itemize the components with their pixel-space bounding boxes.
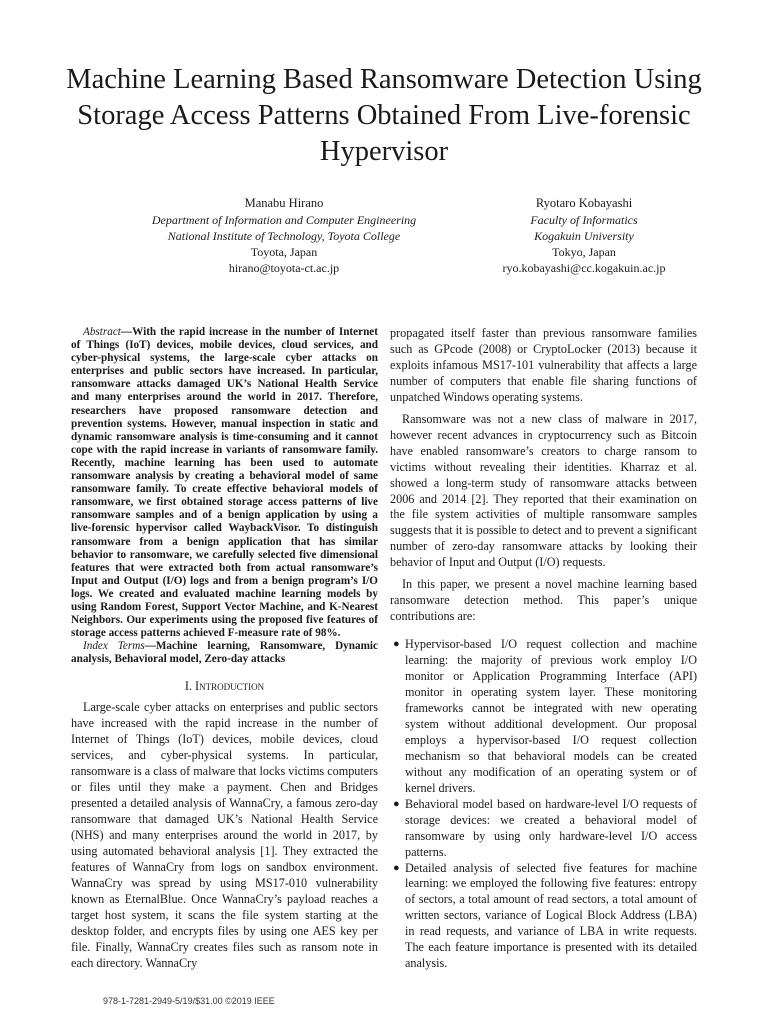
body-paragraph: propagated itself faster than previous ransomware families such as GPcode (2008) or CryptoLocker (2013) because it exploits infamous MS17-101 vulnerability that affects a large number of computers that enable file sharing functions of unpatched Windows operating systems. [390, 326, 697, 404]
author-name: Ryotaro Kobayashi [535, 196, 633, 210]
list-item [390, 861, 697, 973]
list-item [390, 797, 697, 861]
section-number: I. [184, 679, 192, 694]
copyright-footer: 978-1-7281-2949-5/19/$31.00 ©2019 IEEE [103, 996, 275, 1006]
abstract-label: Abstract [83, 326, 121, 338]
author-institution: Kogakuin University [534, 229, 634, 243]
author-institution: National Institute of Technology, Toyota College [167, 229, 401, 243]
author-department: Faculty of Informatics [530, 213, 638, 227]
abstract [71, 326, 378, 640]
author-name: Manabu Hirano [244, 196, 324, 210]
section-heading-introduction [71, 678, 378, 694]
list-item [390, 637, 697, 797]
author-location: Toyota, Japan [250, 245, 318, 259]
author-block-2 [404, 194, 764, 276]
index-terms-text: —Machine learning, Ransomware, Dynamic analysis, Behavioral model, Zero-day attacks [71, 640, 378, 666]
contribution-text: Behavioral model based on hardware-level I/O requests of storage devices: we created a behavioral model of ransomware by using only hardware-level I/O access patterns. [405, 796, 697, 859]
contribution-text: Detailed analysis of selected five features for machine learning: we employed the following five features: entropy of sectors, a total amount of read sectors, a total amount of written sectors, variance of Logical Block Address (LBA) in read requests, and variance of LBA in write requests. The each feature importance is presented with its detailed analysis. [405, 860, 697, 971]
paper-title: Machine Learning Based Ransomware Detection Using Storage Access Patterns Obtained From Live-forensic Hypervisor [66, 64, 702, 167]
author-department: Department of Information and Computer Engineering [151, 213, 417, 227]
author-location: Tokyo, Japan [552, 245, 616, 259]
right-column [390, 326, 697, 972]
bullet-icon: ● [393, 797, 400, 810]
section-title: Introduction [195, 679, 265, 694]
body-paragraph: Large-scale cyber attacks on enterprises and public sectors have increased with the rapid increase in the number of Internet of Things (IoT) devices, mobile devices, cloud services, and cyber-physical systems. In particular, ransomware is a class of malware that locks victims computers or files until they make a payment. Chen and Bridges presented a detailed analysis of WannaCry, a famous zero-day ransomware that damaged UK’s National Health Service (NHS) and many enterprises around the world in 2017, by using automated behavioral analysis [1]. They extracted the features of WannaCry from logs on sandbox environment. WannaCry was spread by using MS17-010 vulnerability known as EternalBlue. Once WannaCry’s payload reaches a target host system, it scans the file system starting at the desktop folder, and encrypts files by using one AES key per file. Finally, WannaCry creates files such as ransom note in each directory. WannaCry [71, 700, 378, 970]
index-terms-label: Index Terms [83, 640, 145, 653]
left-column [71, 326, 378, 972]
body-paragraph: Ransomware was not a new class of malware in 2017, however recent advances in cryptocurrency such as Bitcoin have enabled ransomware’s creators to charge ransom to victims without revealing their identities. Kharraz et al. showed a long-term study of ransomware attacks between 2006 and 2014 [2]. They reported that their examination on the file system activities of multiple ransomware samples suggests that it is possible to detect and to prevent a significant number of zero-day ransomware attacks by looking their behavior of Input and Output (I/O) requests. [390, 411, 697, 570]
body-paragraph: In this paper, we present a novel machine learning based ransomware detection method. This paper’s unique contributions are: [390, 577, 697, 624]
bullet-icon: ● [393, 638, 400, 651]
bullet-icon: ● [393, 861, 400, 874]
author-email: ryo.kobayashi@cc.kogakuin.ac.jp [502, 261, 666, 275]
index-terms [71, 640, 378, 666]
contribution-text: Hypervisor-based I/O request collection and machine learning: the majority of previous work employ I/O monitor or Application Programming Interface (API) monitor in operating system layer. These monitoring frameworks cannot be integrated with new operating system without additional development. Our proposal employs a hypervisor-based I/O request collection mechanism so that behavioral models can be created without any modification of an operating system or of kernel drivers. [405, 637, 697, 795]
abstract-text: —With the rapid increase in the number of Internet of Things (IoT) devices, mobile devices, cloud services, and cyber-physical systems, the large-scale cyber attacks on enterprises and public sectors have increased. In particular, ransomware attacks damaged UK’s National Health Service and many enterprises around the world in 2017. Therefore, researchers have proposed ransomware detection and prevention systems. However, manual inspection in static and dynamic ransomware analysis is time-consuming and it cannot cope with the rapid increase in variants of ransomware family. Recently, machine learning has been used to automate ransomware analysis by creating a behavioral model of same ransomware family. To create effective behavioral models of ransomware, we first obtained storage access patterns of live ransomware samples and of a benign application by using a live-forensic hypervisor called WaybackVisor. To distinguish ransomware from a benign application that has similar behavior to ransomware, we carefully selected five dimensional features that were extracted both from actual ransomware’s Input and Output (I/O) logs and from a benign program’s I/O logs. We created and evaluated machine learning models by using Random Forest, Support Vector Machine, and K-Nearest Neighbors. Our experiments using the proposed five features of storage access patterns achieved F-measure rate of 98%. [71, 326, 378, 640]
author-email: hirano@toyota-ct.ac.jp [228, 261, 340, 275]
contributions-list [390, 637, 697, 972]
